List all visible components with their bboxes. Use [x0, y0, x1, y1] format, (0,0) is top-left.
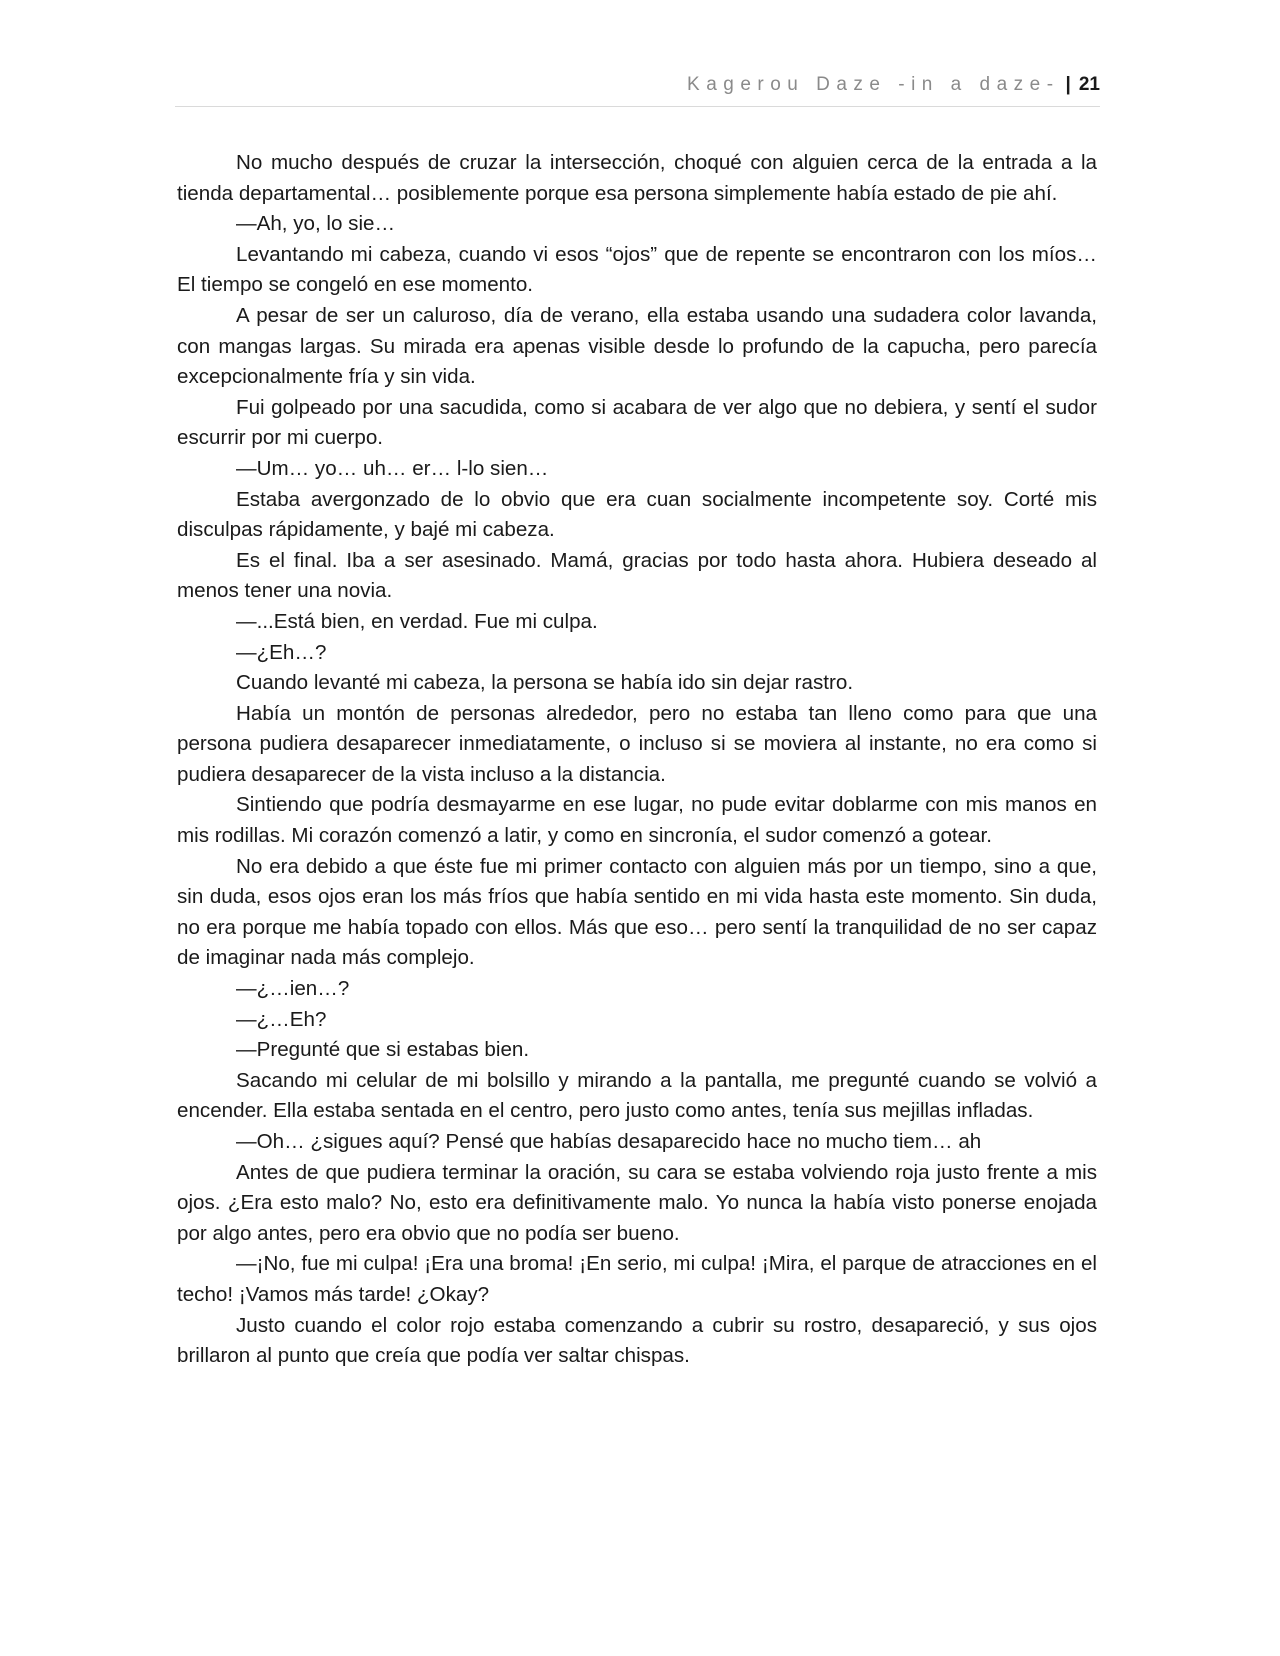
paragraph: Levantando mi cabeza, cuando vi esos “ojos” que de repente se encontraron con los míos… El tiempo se congeló en ese momento.	[177, 242, 1097, 297]
paragraph: Había un montón de personas alrededor, pero no estaba tan lleno como para que una persona pudiera desaparecer inmediatamente, o incluso si se moviera al instante, no era como si pudiera desaparecer de la vista incluso a la distancia.	[177, 701, 1097, 786]
paragraph: Justo cuando el color rojo estaba comenzando a cubrir su rostro, desapareció, y sus ojos brillaron al punto que creía que podía ver saltar chispas.	[177, 1313, 1097, 1368]
paragraph: —¿Eh…?	[236, 640, 327, 664]
paragraph: A pesar de ser un caluroso, día de verano, ella estaba usando una sudadera color lavanda, con mangas largas. Su mirada era apenas visible desde lo profundo de la capucha, pero parecía excepcionalmente fría y sin vida.	[177, 303, 1097, 389]
paragraph: —¿…Eh?	[236, 1007, 327, 1031]
paragraph: —Oh… ¿sigues aquí? Pensé que habías desaparecido hace no mucho tiem… ah	[236, 1130, 982, 1153]
paragraph: —¿…ien…?	[236, 977, 350, 1001]
body-text	[177, 148, 1097, 1372]
paragraph: Cuando levanté mi cabeza, la persona se había ido sin dejar rastro.	[236, 671, 854, 695]
page-number: 21	[1078, 74, 1100, 95]
paragraph: —¡No, fue mi culpa! ¡Era una broma! ¡En serio, mi culpa! ¡Mira, el parque de atracciones en el techo! ¡Vamos más tarde! ¿Okay?	[177, 1252, 1097, 1306]
paragraph: Fui golpeado por una sacudida, como si acabara de ver algo que no debiera, y sentí el sudor escurrir por mi cuerpo.	[177, 395, 1097, 450]
paragraph: No mucho después de cruzar la intersección, choqué con alguien cerca de la entrada a la tienda departamental… posiblemente porque esa persona simplemente había estado de pie ahí.	[177, 151, 1097, 205]
paragraph: No era debido a que éste fue mi primer contacto con alguien más por un tiempo, sino a que, sin duda, esos ojos eran los más fríos que había sentido en mi vida hasta este momento. Sin duda, no era porque me había topado con ellos. Más que eso… pero sentí la tranquilidad de no ser capaz de imaginar nada más complejo.	[177, 854, 1097, 970]
paragraph: —...Está bien, en verdad. Fue mi culpa.	[236, 609, 598, 633]
paragraph: Sacando mi celular de mi bolsillo y mirando a la pantalla, me pregunté cuando se volvió a encender. Ella estaba sentada en el centro, pero justo como antes, tenía sus mejillas infladas.	[177, 1068, 1097, 1123]
header-divider	[175, 106, 1100, 107]
paragraph: —Ah, yo, lo sie…	[236, 212, 396, 236]
paragraph: —Pregunté que si estabas bien.	[236, 1038, 530, 1062]
running-header	[175, 74, 1100, 106]
paragraph: Antes de que pudiera terminar la oración, su cara se estaba volviendo roja justo frente a mis ojos. ¿Era esto malo? No, esto era definitivamente malo. Yo nunca la había visto ponerse enojada por algo antes, pero era obvio que no podía ser bueno.	[177, 1160, 1097, 1245]
book-title: Kagerou Daze -in a daze-	[687, 74, 1060, 95]
paragraph: Sintiendo que podría desmayarme en ese lugar, no pude evitar doblarme con mis manos en mis rodillas. Mi corazón comenzó a latir, y como en sincronía, el sudor comenzó a gotear.	[177, 793, 1097, 848]
paragraph: —Um… yo… uh… er… l-lo sien…	[236, 456, 549, 480]
header-separator: |	[1065, 74, 1071, 95]
paragraph: Estaba avergonzado de lo obvio que era cuan socialmente incompetente soy. Corté mis disculpas rápidamente, y bajé mi cabeza.	[177, 487, 1097, 542]
paragraph: Es el final. Iba a ser asesinado. Mamá, gracias por todo hasta ahora. Hubiera deseado al menos tener una novia.	[177, 548, 1097, 603]
